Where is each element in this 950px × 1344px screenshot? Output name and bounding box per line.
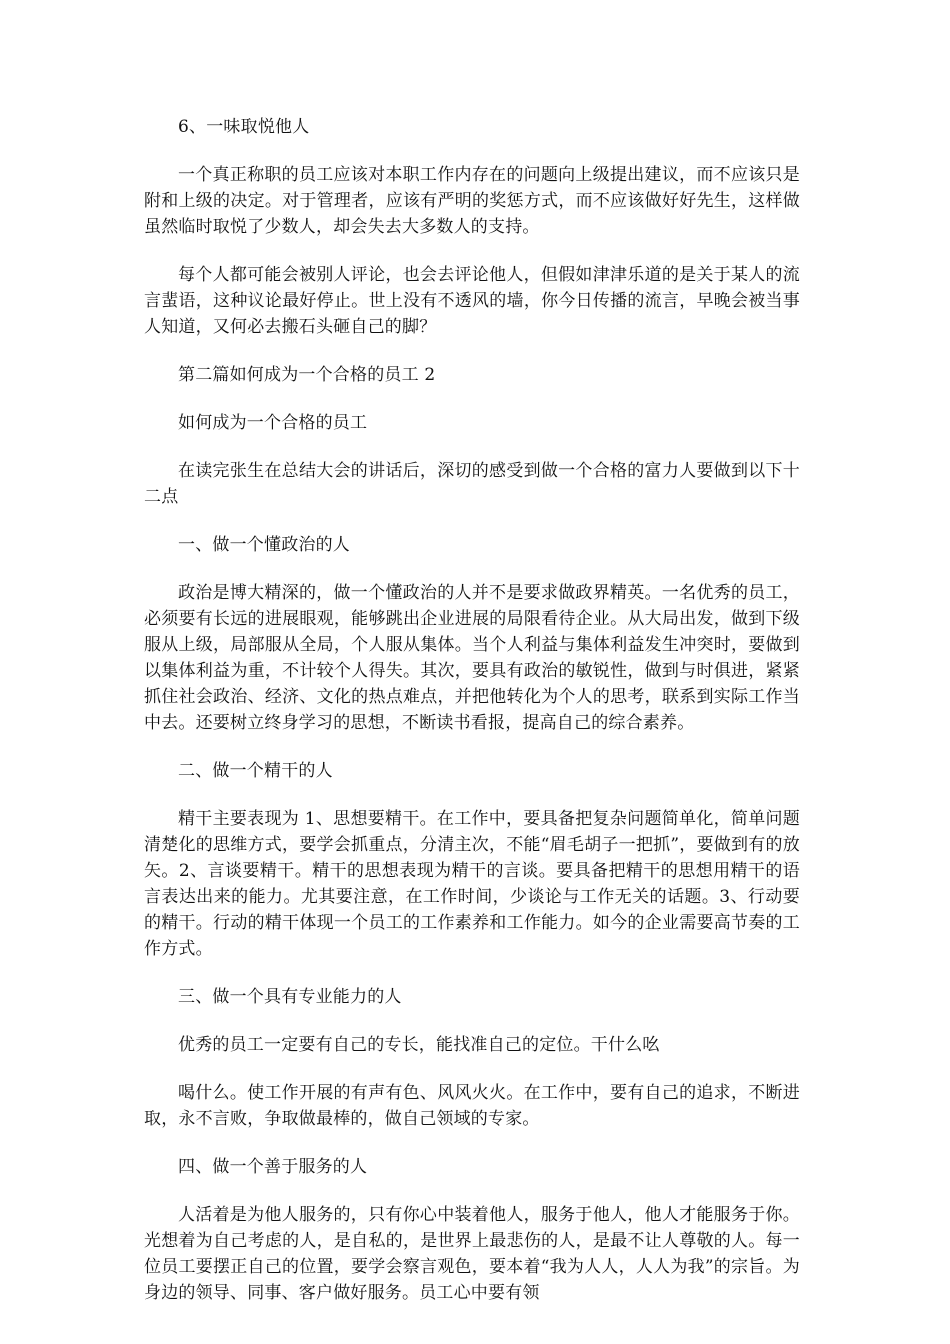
heading-pleasing-others: 6、一味取悦他人 bbox=[178, 117, 310, 137]
paragraph-intro: 在读完张生在总结大会的讲话后，深切的感受到做一个合格的富力人要做到以下十二点 bbox=[144, 461, 800, 507]
paragraph-service: 人活着是为他人服务的，只有你心中装着他人，服务于他人，他人才能服务于你。光想着为自己考虑的人，是自私的，是世界上最悲伤的人，是最不让人尊敬的人。每一位员工要摆正自己的位置，要学会察言观色，要本着“我为人人，人人为我”的宗旨。为身边的领导、同事、客户做好服务。员工心中要有领 bbox=[144, 1205, 800, 1303]
heading-politics: 一、做一个懂政治的人 bbox=[178, 535, 350, 555]
article-title: 如何成为一个合格的员工 bbox=[178, 413, 368, 433]
paragraph-capable: 精干主要表现为 1、思想要精干。在工作中，要具备把复杂问题简单化，简单问题清楚化的思维方式，要学会抓重点，分清主次，不能“眉毛胡子一把抓”，要做到有的放矢。2、言谈要精干。精干的思想表现为精干的言谈。要具备把精干的思想用精干的语言表达出来的能力。尤其要注意，在工作时间，少谈论与工作无关的话题。3、行动要的精干。行动的精干体现一个员工的工作素养和工作能力。如今的企业需要高节奏的工作方式。 bbox=[144, 809, 800, 959]
paragraph-qualified-employee: 一个真正称职的员工应该对本职工作内存在的问题向上级提出建议，而不应该只是附和上级的决定。对于管理者，应该有严明的奖惩方式，而不应该做好好先生，这样做虽然临时取悦了少数人，却会失去大多数人的支持。 bbox=[144, 165, 800, 237]
paragraph-professional-1: 优秀的员工一定要有自己的专长，能找准自己的定位。干什么吆 bbox=[178, 1035, 660, 1055]
document-body bbox=[144, 114, 800, 1328]
paragraph-professional-2: 喝什么。使工作开展的有声有色、风风火火。在工作中，要有自己的追求，不断进取，永不言败，争取做最棒的，做自己领域的专家。 bbox=[144, 1083, 800, 1129]
heading-service: 四、做一个善于服务的人 bbox=[178, 1157, 368, 1177]
heading-capable: 二、做一个精干的人 bbox=[178, 761, 333, 781]
heading-professional: 三、做一个具有专业能力的人 bbox=[178, 987, 402, 1007]
paragraph-gossip: 每个人都可能会被别人评论，也会去评论他人，但假如津津乐道的是关于某人的流言蜚语，这种议论最好停止。世上没有不透风的墙，你今日传播的流言，早晚会被当事人知道，又何必去搬石头砸自己的脚？ bbox=[144, 265, 800, 337]
paragraph-politics: 政治是博大精深的，做一个懂政治的人并不是要求做政界精英。一名优秀的员工，必须要有长远的进展眼观，能够跳出企业进展的局限看待企业。从大局出发，做到下级服从上级，局部服从全局，个人服从集体。当个人利益与集体利益发生冲突时，要做到以集体利益为重，不计较个人得失。其次，要具有政治的敏锐性，做到与时俱进，紧紧抓住社会政治、经济、文化的热点难点，并把他转化为个人的思考，联系到实际工作当中去。还要树立终身学习的思想，不断读书看报，提高自己的综合素养。 bbox=[144, 583, 800, 733]
heading-second-article: 第二篇如何成为一个合格的员工 2 bbox=[178, 365, 436, 385]
